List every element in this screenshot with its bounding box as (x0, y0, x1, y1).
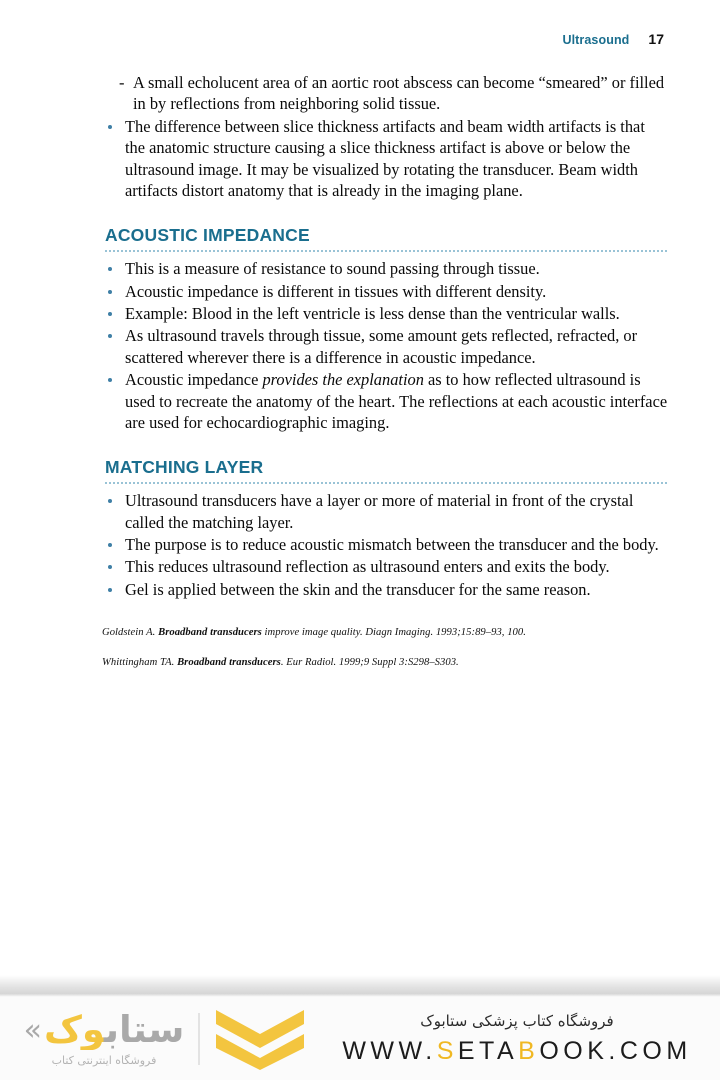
intro-bullet-list (102, 116, 668, 202)
setabook-logo[interactable] (24, 1008, 307, 1070)
section-heading-matching-layer: MATCHING LAYER (105, 456, 264, 477)
rich-text-after: as to how reflected ultrasound is used to recreate the anatomy of the heart. The reflections at each acoustic interface are used for echocardiographic imaging. (125, 370, 668, 433)
url-segment: OOK.COM (539, 1036, 692, 1065)
reference-source: improve image quality. Diagn Imaging. 1993;15:89–93, 100. (261, 627, 526, 639)
list-item: As ultrasound travels through tissue, some amount gets reflected, refracted, or scattered wherever there is a difference in acoustic impedance. (102, 325, 668, 368)
list-item-rich (102, 369, 668, 433)
footer-logo-area[interactable] (0, 997, 330, 1080)
heading-dotted-rule (104, 482, 668, 484)
list-item: Acoustic impedance is different in tissues with different density. (102, 281, 668, 302)
matching-layer-bullet-list (102, 490, 668, 600)
list-item: This reduces ultrasound reflection as ultrasound enters and exits the body. (102, 556, 668, 577)
rich-text-before: Acoustic impedance (125, 370, 263, 390)
double-chevron-icon (214, 1008, 306, 1070)
page-bottom-shadow (0, 975, 720, 997)
spacer (102, 435, 668, 457)
reference-entry (102, 626, 668, 640)
running-head-title: Ultrasound (562, 33, 630, 47)
wordmark-subtitle: فروشگاه اینترنتی کتاب (51, 1054, 157, 1067)
setabook-wordmark (23, 1008, 185, 1067)
footer-tagline: فروشگاه کتاب پزشکی ستابوک (420, 1011, 614, 1030)
footer-url[interactable] (342, 1037, 691, 1066)
reference-source: . Eur Radiol. 1999;9 Suppl 3:S298–S303. (280, 657, 459, 669)
text-column (102, 72, 668, 686)
reference-authors: Whittingham TA. (102, 657, 178, 669)
list-item: Ultrasound transducers have a layer or more of material in front of the crystal called the matching layer. (102, 490, 668, 533)
url-segment: S (436, 1036, 458, 1065)
footer-text-area (330, 997, 720, 1080)
reference-entry (102, 656, 668, 670)
logo-divider (198, 1013, 200, 1065)
reference-emphasis: Broadband transducers (158, 627, 262, 639)
section-heading-acoustic-impedance: ACOUSTIC IMPEDANCE (105, 224, 310, 245)
list-item: Example: Blood in the left ventricle is less dense than the ventricular walls. (102, 303, 668, 324)
running-head (562, 31, 664, 47)
rich-text-italic: provides the explanation (262, 370, 424, 390)
list-item: The purpose is to reduce acoustic mismatch between the transducer and the body. (102, 534, 668, 555)
list-item: This is a measure of resistance to sound passing through tissue. (102, 258, 668, 279)
wordmark-text: ستابوک (44, 1008, 185, 1051)
list-item: The difference between slice thickness artifacts and beam width artifacts is that the anatomic structure causing a slice thickness artifact is above or below the ultrasound image. It may be visualized by rotating the transducer. Beam width artifacts distort anatomy that is already in the imaging plane. (102, 116, 668, 202)
guillemet-icon: « (23, 1012, 42, 1048)
list-item: Gel is applied between the skin and the transducer for the same reason. (102, 579, 668, 600)
url-segment: ETA (457, 1036, 519, 1065)
reference-authors: Goldstein A. (102, 627, 159, 639)
site-footer-banner (0, 997, 720, 1080)
heading-dotted-rule (104, 250, 668, 252)
acoustic-impedance-bullet-list (102, 258, 668, 434)
page-number: 17 (648, 31, 664, 47)
url-segment: B (518, 1036, 540, 1065)
url-segment: WWW. (342, 1036, 437, 1065)
reference-emphasis: Broadband transducers (177, 657, 281, 669)
reference-list (102, 626, 668, 670)
intro-sub-bullet-list (102, 72, 668, 115)
spacer (102, 203, 668, 225)
list-item: - A small echolucent area of an aortic root abscess can become “smeared” or filled in by reflections from neighboring solid tissue. (102, 72, 668, 115)
wordmark-row (23, 1008, 185, 1051)
